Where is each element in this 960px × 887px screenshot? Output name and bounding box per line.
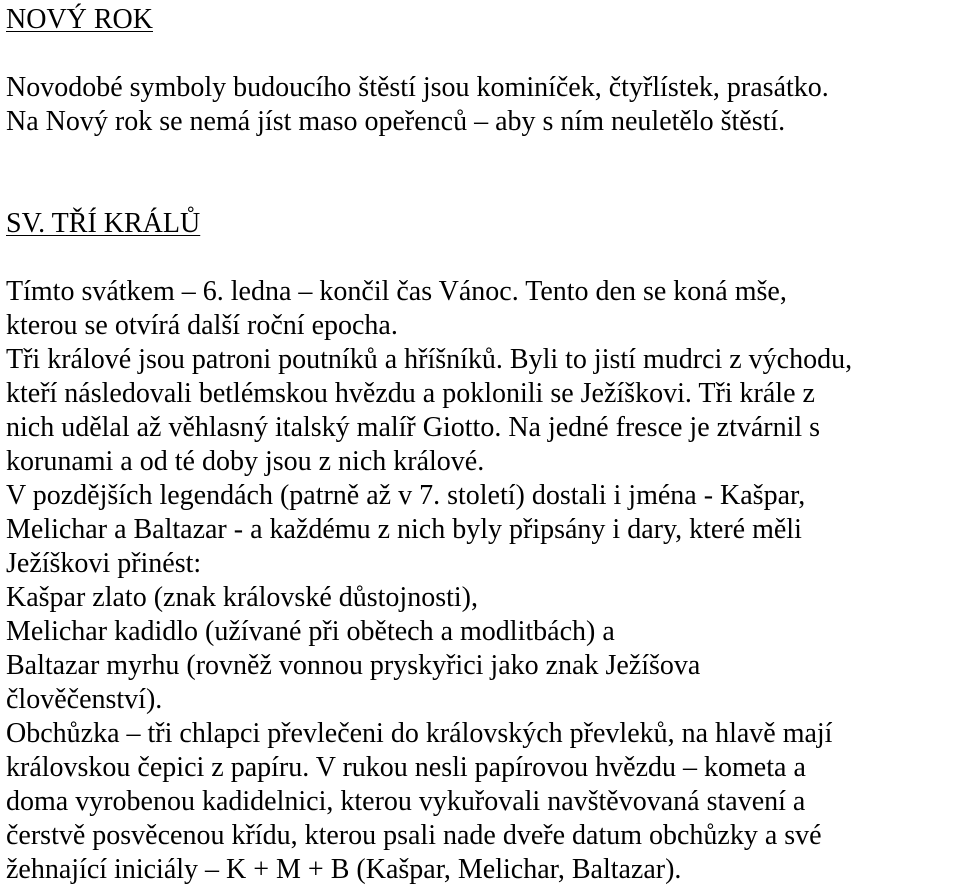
paragraph-line: Na Nový rok se nemá jíst maso opeřenců – aby s ním neuletělo štěstí. [6, 106, 786, 137]
paragraph-line: žehnající iniciály – K + M + B (Kašpar, Melichar, Baltazar). [6, 854, 682, 885]
paragraph-line: Tímto svátkem – 6. ledna – končil čas Vánoc. Tento den se koná mše, [6, 276, 787, 307]
paragraph-line: doma vyrobenou kadidelnici, kterou vykuřovali navštěvovaná stavení a [6, 786, 806, 817]
paragraph-line: kterou se otvírá další roční epocha. [6, 310, 398, 341]
section-heading-new-year: NOVÝ ROK [6, 4, 153, 35]
paragraph-line: korunami a od té doby jsou z nich králové. [6, 446, 485, 477]
paragraph-line: královskou čepici z papíru. V rukou nesli papírovou hvězdu – kometa a [6, 752, 806, 783]
paragraph-line: Baltazar myrhu (rovněž vonnou pryskyřici jako znak Ježíšova [6, 650, 701, 681]
paragraph-line: člověčenství). [6, 684, 163, 715]
paragraph-line: Novodobé symboly budoucího štěstí jsou kominíček, čtyřlístek, prasátko. [6, 72, 829, 103]
paragraph-line: kteří následovali betlémskou hvězdu a poklonili se Ježíškovi. Tři krále z [6, 378, 815, 409]
paragraph-line: V pozdějších legendách (patrně až v 7. století) dostali i jména - Kašpar, [6, 480, 806, 511]
paragraph-line: Tři králové jsou patroni poutníků a hříšníků. Byli to jistí mudrci z východu, [6, 344, 853, 375]
paragraph-line: čerstvě posvěcenou křídu, kterou psali nade dveře datum obchůzky a své [6, 820, 822, 851]
paragraph-line: nich udělal až věhlasný italský malíř Giotto. Na jedné fresce je ztvárnil s [6, 412, 821, 443]
paragraph-line: Ježíškovi přinést: [6, 548, 202, 579]
section-heading-three-kings: SV. TŘÍ KRÁLŮ [6, 208, 201, 239]
paragraph-line: Melichar a Baltazar - a každému z nich byly připsány i dary, které měli [6, 514, 802, 545]
paragraph-line: Melichar kadidlo (užívané při obětech a modlitbách) a [6, 616, 615, 647]
paragraph-line: Kašpar zlato (znak královské důstojnosti), [6, 582, 478, 613]
paragraph-line: Obchůzka – tři chlapci převlečeni do královských převleků, na hlavě mají [6, 718, 833, 749]
